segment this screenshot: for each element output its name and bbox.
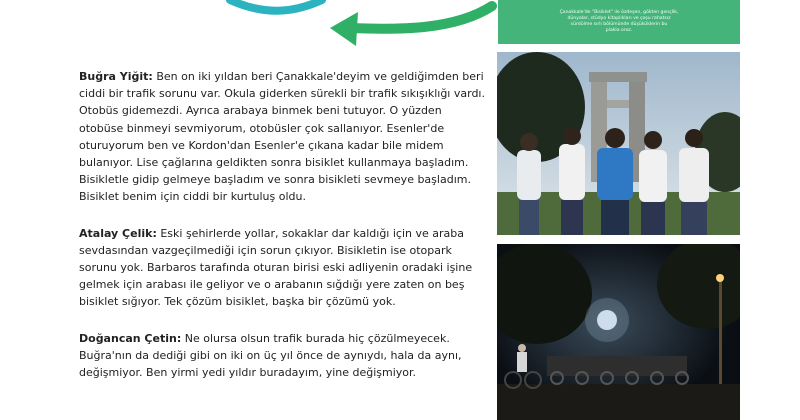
- quote-text: Ne olursa olsun trafik burada hiç çözülmeyecek. Buğra'nın da dediği gibi on iki on üç yıl önce de aynıydı, hala da aynı, değişmiyor. Ben yirmi yedi yıldır buradayım, yine değişmiyor.: [79, 331, 462, 380]
- photo-night-cyclists: [497, 244, 740, 420]
- speaker-name: Atalay Çelik:: [79, 226, 157, 240]
- article-paragraph: [79, 68, 487, 206]
- callout-line: dünyalar, stüdyo kitaplıkları ve çoşu rahatsız: [567, 16, 671, 21]
- article-paragraph: [79, 330, 487, 382]
- speaker-name: Buğra Yiğit:: [79, 70, 153, 83]
- callout-line: plakla oroz.: [605, 28, 633, 33]
- callout-line: Çanakkale'de "Bisiklet" ile özdeşen, gökten gençlik,: [559, 10, 679, 15]
- article-paragraph: [79, 225, 487, 311]
- quote-text: Ben on iki yıldan beri Çanakkale'deyim ve geldiğimden beri ciddi bir trafik sorunu var. Okula giderken sürekli bir trafik sıkışıklığı vardı. Otobüs gidemezdi. Ayrıca arabaya binmek beni tutuyor. O yüzden otobüse binmeyi sevmiyorum, otobüsler çok sallanıyor. Esenler'de oturuyorum ben ve Kordon'dan Esenler'e çıkana kadar bile midem bulanıyor. Lise çağlarına geldikten sonra bisiklet kullanmaya başladım. Bisikletle gidip gelmeye başladım ve sonra bisikleti sevmeye başladım. Bisiklet benim için ciddi bir kurtuluş oldu.: [79, 70, 485, 204]
- photo-monument-group: [497, 52, 740, 235]
- callout-line: sürdülme sırlı bölümünde düşüküklerin bu: [570, 22, 668, 27]
- speaker-name: Doğancan Çetin:: [79, 331, 182, 345]
- article-body: [79, 68, 487, 400]
- arrow-graphic: [0, 0, 500, 60]
- quote-text: Eski şehirlerde yollar, sokaklar dar kaldığı için ve araba sevdasından vazgeçilmediği için sorun çıkıyor. Bisikletin ise otopark sorunu yok. Barbaros tarafında oturan birisi eski adliyenin oradaki işine gelmek için arabası ile geliyor ve o arabanın sığdığı yere zaten on beş bisiklet sığıyor. Tek çözüm bisiklet, başka bir çözümü yok.: [79, 226, 473, 309]
- callout-box: [498, 0, 740, 44]
